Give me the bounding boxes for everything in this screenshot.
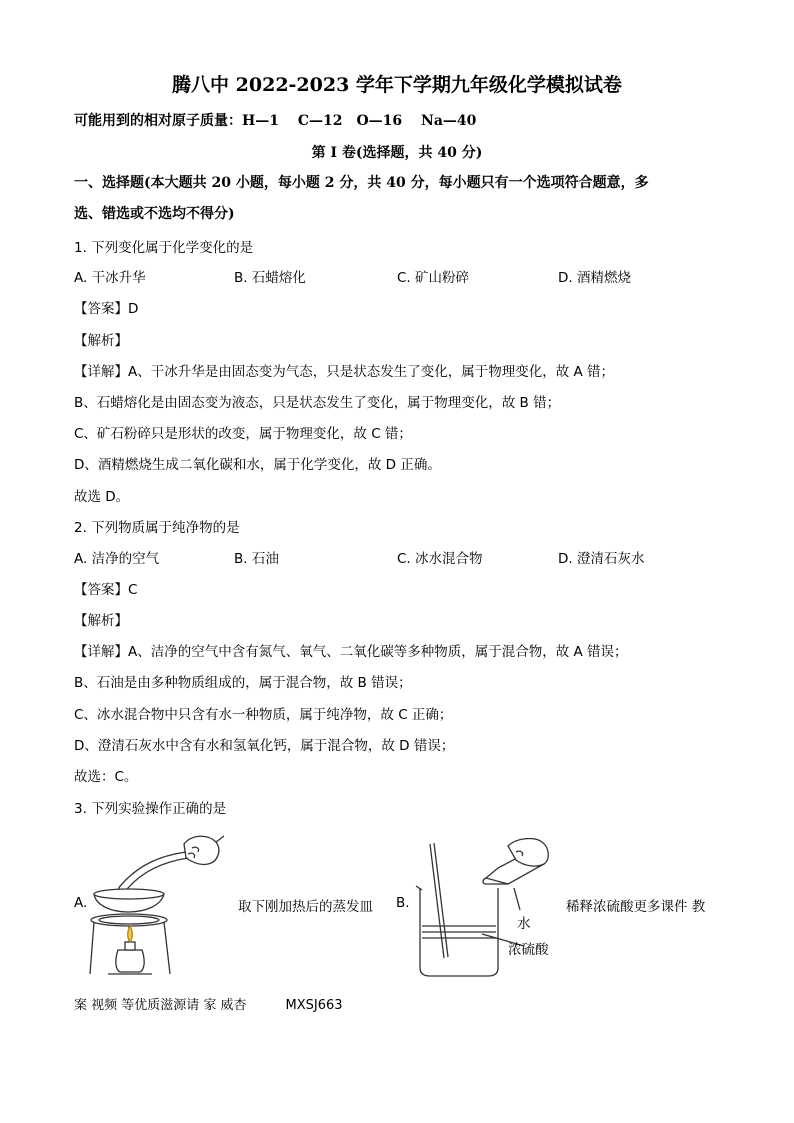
q2-detail-1: 【详解】A、洁净的空气中含有氮气、氧气、二氧化碳等多种物质，属于混合物，故 A 错误； [74, 644, 628, 660]
q2-analysis: 【解析】 [74, 613, 128, 629]
q2-detail-2: B、石油是由多种物质组成的，属于混合物，故 B 错误； [74, 675, 412, 691]
section-instructions-line1: 一、选择题(本大题共 20 小题，每小题 2 分，共 40 分，每小题只有一个选项符合题意，多 [74, 175, 649, 191]
footer-watermark-text: 案 视频 等优质滋源请 家 威杏 MXSJ663 [74, 998, 343, 1013]
q1-option-b: B. 石蜡熔化 [234, 270, 306, 286]
q1-detail-5: 故选 D。 [74, 489, 130, 505]
dilution-illustration [412, 838, 554, 980]
q1-detail-3: C、矿石粉碎只是形状的改变，属于物理变化，故 C 错； [74, 426, 412, 442]
section-instructions-line2: 选、错选或不选均不得分) [74, 206, 235, 222]
label-concentrated-sulfuric-acid: 浓硫酸 [508, 942, 549, 958]
q1-stem: 1. 下列变化属于化学变化的是 [74, 240, 254, 256]
q3-option-a-letter: A. [74, 895, 88, 911]
q2-detail-4: D、澄清石灰水中含有水和氢氧化钙，属于混合物，故 D 错误； [74, 738, 455, 754]
q1-answer: 【答案】D [74, 301, 139, 317]
q2-stem: 2. 下列物质属于纯净物的是 [74, 520, 240, 536]
q2-answer: 【答案】C [74, 582, 138, 598]
q2-option-a: A. 洁净的空气 [74, 551, 160, 567]
q2-detail-3: C、冰水混合物中只含有水一种物质，属于纯净物，故 C 正确； [74, 707, 453, 723]
atomic-mass-line: 可能用到的相对原子质量：H—1 C—12 O—16 Na—40 [74, 113, 477, 129]
q1-option-d: D. 酒精燃烧 [558, 270, 631, 286]
q2-detail-5: 故选：C。 [74, 769, 138, 785]
page-title: 腾八中 2022-2023 学年下学期九年级化学模拟试卷 [172, 74, 622, 96]
q1-detail-2: B、石蜡熔化是由固态变为液态，只是状态发生了变化，属于物理变化，故 B 错； [74, 395, 561, 411]
q1-detail-4: D、酒精燃烧生成二氧化碳和水，属于化学变化，故 D 正确。 [74, 457, 441, 473]
q3-option-b-letter: B. [396, 895, 410, 911]
evaporating-dish-illustration [88, 822, 224, 980]
q1-option-c: C. 矿山粉碎 [397, 270, 470, 286]
q1-analysis: 【解析】 [74, 333, 128, 349]
q2-option-d: D. 澄清石灰水 [558, 551, 645, 567]
q3-option-a-caption: 取下刚加热后的蒸发皿 [238, 899, 373, 915]
q1-detail-1: 【详解】A、干冰升华是由固态变为气态，只是状态发生了变化，属于物理变化，故 A 错； [74, 364, 615, 380]
q2-option-b: B. 石油 [234, 551, 279, 567]
part-title: 第 I 卷(选择题，共 40 分) [311, 145, 483, 161]
q2-option-c: C. 冰水混合物 [397, 551, 483, 567]
q3-option-b-caption: 稀释浓硫酸更多课件 教 [566, 899, 706, 915]
q3-stem: 3. 下列实验操作正确的是 [74, 801, 227, 817]
q1-option-a: A. 干冰升华 [74, 270, 146, 286]
label-water: 水 [517, 916, 531, 932]
